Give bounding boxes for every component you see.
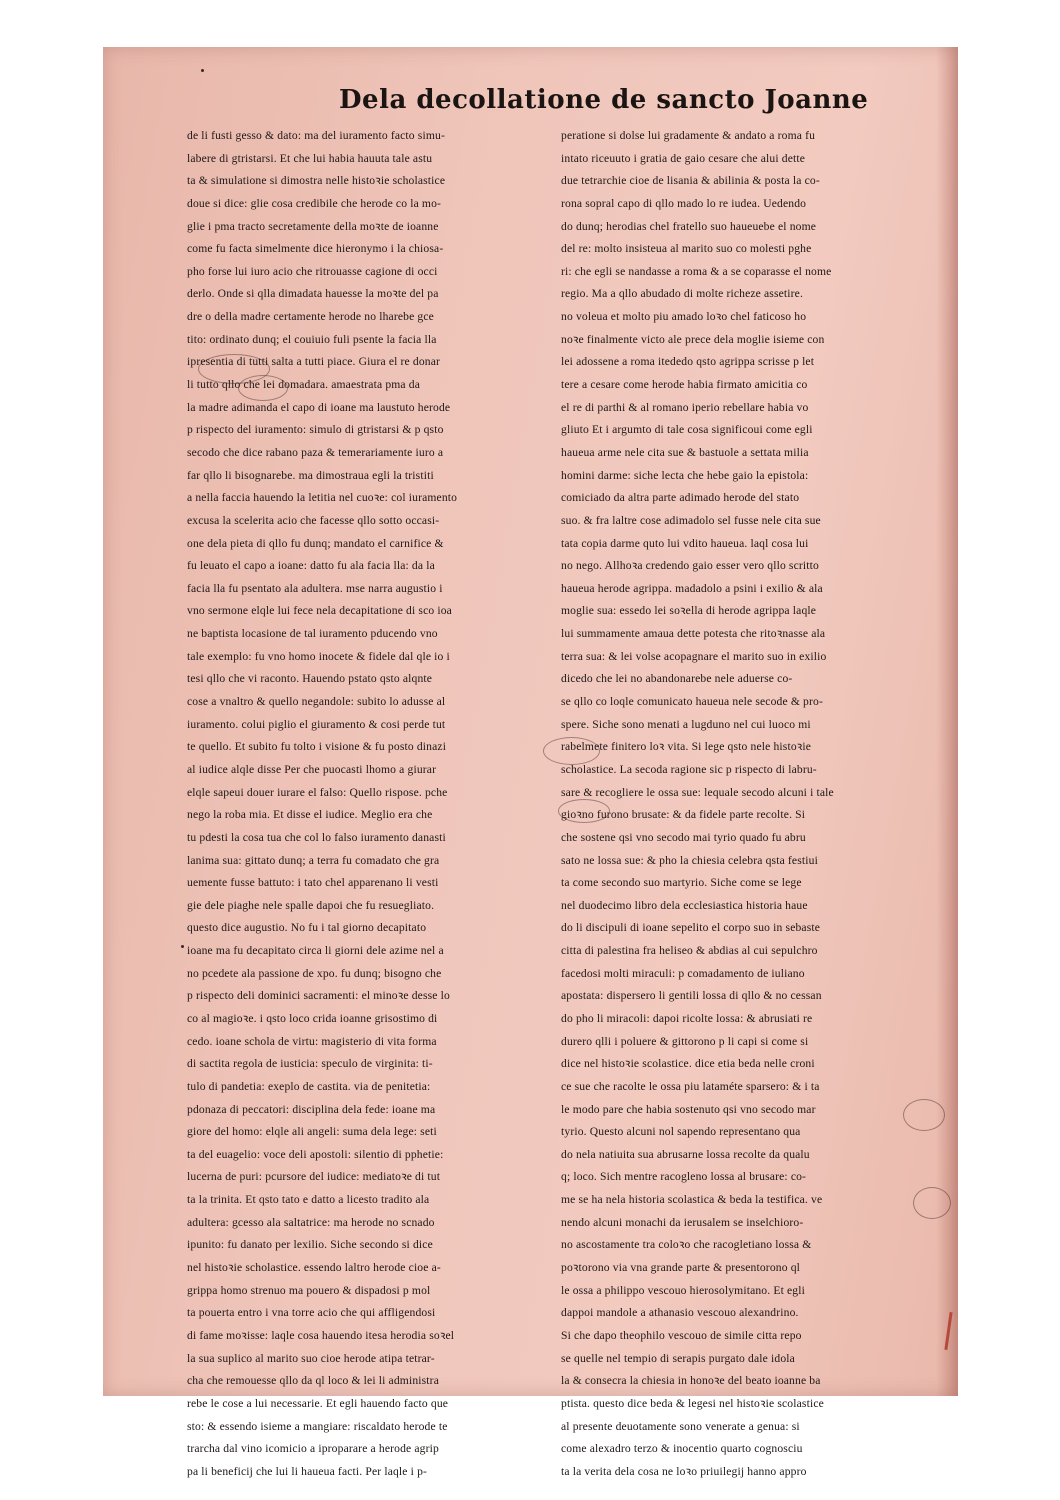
text-line: le modo pare che habia sostenuto qsi vno secodo mar	[561, 1102, 816, 1116]
text-line: al presente deuotamente sono venerate a genua: si	[561, 1419, 800, 1433]
text-line: facia lla fu psentato ala adultera. mse narra augustio i	[187, 581, 443, 595]
text-line: derlo. Onde si qlla dimadata hauesse la moꝛte del pa	[187, 287, 439, 301]
text-line: facedosi molti miraculi: p comadamento de iuliano	[561, 966, 805, 980]
text-line: ipunito: fu danato per lexilio. Siche secondo si dice	[187, 1238, 433, 1252]
text-line: p rispecto del iuramento: simulo di gtristarsi & p qsto	[187, 423, 444, 437]
text-line: do nela natiuita sua abrusarne lossa recolte da qualu	[561, 1147, 810, 1161]
text-line: uemente fusse battuto: i tato chel apparenano li vesti	[187, 876, 439, 890]
text-line: labere di gtristarsi. Et che lui habia hauuta tale astu	[187, 151, 433, 165]
text-line: sto: & essendo isieme a mangiare: riscaldato herode te	[187, 1419, 448, 1433]
text-line: ta pouerta entro i vna torre acio che qui affligendosi	[187, 1306, 436, 1320]
text-line: nel histoꝛie scholastice. essendo laltro herode cioe a-	[187, 1261, 441, 1275]
text-line: moglie sua: essedo lei soꝛella di herode agrippa laqle	[561, 604, 817, 618]
text-line: do li discipuli di ioane sepelito el corpo suo in sebaste	[561, 921, 821, 935]
text-line: vno sermone elqle lui fece nela decapitatione di sco ioa	[187, 604, 452, 618]
page-edge-shadow	[936, 47, 958, 1396]
text-line: cose a vnaltro & quello negandole: subito lo adusse al	[187, 695, 446, 709]
text-line: durero qlli i poluere & gittorono p li capi si come si	[561, 1034, 809, 1048]
text-line: de li fusti gesso & dato: ma del iuramento facto simu-	[187, 129, 445, 142]
text-line: tito: ordinato dunq; el couiuio fuli psente la facia lla	[187, 332, 437, 346]
text-line: gioꝛno furono brusate: & da fidele parte recolte. Si	[561, 808, 806, 822]
text-line: lei adossene a roma itededo qsto agrippa scrisse p let	[561, 355, 815, 369]
text-line: no pcedete ala passione de xpo. fu dunq; bisogno che	[187, 966, 442, 980]
text-line: le ossa a philippo vescouo hierosolymitano. Et egli	[561, 1283, 805, 1297]
text-line: gliuto Et i argumto di tale cosa significoui come egli	[561, 423, 813, 437]
text-line: comiciado da altra parte adimado herode del stato	[561, 491, 800, 505]
text-line: co al magioꝛe. i qsto loco crida ioanne grisostimo di	[187, 1011, 438, 1025]
book-page	[103, 47, 958, 1478]
text-line: ne baptista locasione de tal iuramento pducendo vno	[187, 627, 438, 641]
text-line: cedo. ioane schola de virtu: magisterio di vita forma	[187, 1034, 437, 1048]
text-line: peratione si dolse lui gradamente & andato a roma fu	[561, 129, 816, 142]
text-line: che sostene qsi vno secodo mai tyrio quado fu abru	[561, 830, 806, 844]
text-line: la madre adimanda el capo di ioane ma laustuto herode	[187, 400, 451, 414]
text-line: tyrio. Questo alcuni nol sapendo representano qua	[561, 1125, 801, 1139]
text-line: Si che dapo theophilo vescouo de simile citta repo	[561, 1328, 802, 1342]
text-line: lui summamente amaua dette potesta che ritoꝛnasse ala	[561, 627, 826, 641]
text-line: no voleua et molto piu amado loꝛo chel faticoso ho	[561, 310, 807, 324]
text-line: tere a cesare come herode habia firmato amicitia co	[561, 378, 808, 392]
text-line: intato riceuuto i gratia de gaio cesare che alui dette	[561, 151, 806, 165]
text-line: doue si dice: glie cosa credibile che herode co la mo-	[187, 196, 442, 210]
text-line: apostata: dispersero li gentili lossa di qllo & no cessan	[561, 989, 822, 1003]
text-line: do dunq; herodias chel fratello suo haueuebe el nome	[561, 219, 817, 233]
text-line: ce sue che racolte le ossa piu lataméte sparsero: & i ta	[561, 1079, 820, 1093]
text-line: tu pdesti la cosa tua che col lo falso iuramento danasti	[187, 830, 446, 844]
text-line: se qllo co loqle comunicato haueua nele secode & pro-	[561, 695, 823, 709]
text-line: cha che remouesse qllo da ql loco & lei li administra	[187, 1374, 439, 1388]
text-line: q; loco. Sich mentre racogleno lossa al brusare: co-	[561, 1170, 807, 1184]
text-line: sare & recogliere le ossa sue: lequale secodo alcuni i tale	[561, 785, 834, 799]
text-line: ipresentia di tutti salta a tutti piace. Giura el re donar	[187, 355, 441, 369]
text-line: a nella faccia hauendo la letitia nel cuoꝛe: col iuramento	[187, 491, 458, 505]
text-line: iuramento. colui piglio el giuramento & cosi perde tut	[187, 717, 446, 731]
text-line: poꝛtorono via vna grande parte & presentorono ql	[561, 1261, 801, 1275]
text-line: dicedo che lei no abandonarebe nele aduerse co-	[561, 672, 793, 686]
text-line: gie dele piaghe nele spalle dapoi che fu resuegliato.	[187, 898, 435, 912]
text-line: pdonaza di peccatori: disciplina dela fede: ioane ma	[187, 1102, 436, 1116]
text-line: tale exemplo: fu vno homo inocete & fidele dal qle io i	[187, 649, 450, 663]
text-line: due tetrarchie cioe de lisania & abilinia & posta la co-	[561, 174, 820, 188]
text-line: haueua arme nele cita sue & bastuole a settata milia	[561, 445, 809, 459]
text-line: p rispecto deli dominici sacramenti: el minoꝛe desse lo	[187, 989, 450, 1003]
text-line: dre o della madre certamente herode no lharebe gce	[187, 310, 434, 324]
text-line: glie i pma tracto secretamente della moꝛte de ioanne	[187, 219, 439, 233]
text-line: spere. Siche sono menati a lugduno nel cui luoco mi	[561, 717, 811, 731]
text-line: far qllo li bisognarebe. ma dimostraua egli la tristiti	[187, 468, 434, 482]
margin-dot	[181, 945, 184, 948]
text-line: noꝛe finalmente victo ale prece dela moglie isieme con	[561, 332, 825, 346]
text-line: di fame moꝛisse: laqle cosa hauendo itesa herodia soꝛel	[187, 1328, 455, 1342]
text-line: haueua herode agrippa. madadolo a psini i exilio & ala	[561, 581, 823, 595]
text-line: ptista. questo dice beda & legesi nel histoꝛie scolastice	[561, 1396, 824, 1410]
text-line: fu leuato el capo a ioane: datto fu ala facia lla: da la	[187, 559, 435, 573]
text-line: ri: che egli se nandasse a roma & a se coparasse el nome	[561, 264, 832, 278]
text-line: li tutto qllo che lei domadara. amaestrata pma da	[187, 378, 421, 392]
text-line: suo. & fra laltre cose adimadolo sel fusse nele cita sue	[561, 513, 821, 527]
text-line: do pho li miracoli: dapoi ricolte lossa: & abrusiati re	[561, 1011, 813, 1025]
text-line: lucerna de puri: pcursore del iudice: mediatoꝛe di tut	[187, 1170, 441, 1184]
margin-dot	[201, 69, 204, 72]
text-line: no nego. Allhoꝛa credendo gaio esser vero qllo scritto	[561, 559, 819, 573]
text-line: tulo di pandetia: exeplo de castita. via de penitetia:	[187, 1079, 431, 1093]
text-line: regio. Ma a qllo abudado di molte richeze assetire.	[561, 287, 804, 301]
text-line: excusa la scelerita acio che facesse qllo sotto occasi-	[187, 513, 440, 527]
text-line: homini darme: siche lecta che hebe gaio la epistola:	[561, 468, 809, 482]
text-line: nel duodecimo libro dela ecclesiastica historia haue	[561, 898, 808, 912]
text-line: come alexadro terzo & inocentio quarto cognosciu	[561, 1442, 803, 1456]
left-column	[187, 125, 547, 1483]
text-line: dappoi mandole a athanasio vescouo alexandrino.	[561, 1306, 799, 1320]
text-line: pho forse lui iuro acio che ritrouasse cagione di occi	[187, 264, 438, 278]
text-line: la & consecra la chiesia in honoꝛe del beato ioanne ba	[561, 1374, 821, 1388]
text-line: one dela pieta di qllo fu dunq; mandato el carnifice &	[187, 536, 444, 550]
text-line: se quelle nel tempio di serapis purgato dale idola	[561, 1351, 795, 1365]
text-line: rebe le cose a lui necessarie. Et egli hauendo facto que	[187, 1396, 449, 1410]
text-line: scholastice. La secoda ragione sic p rispecto di labru-	[561, 762, 817, 776]
text-line: rona sopral capo di qllo mado lo re iudea. Uedendo	[561, 196, 807, 210]
right-column	[561, 125, 921, 1483]
text-line: ta del euagelio: voce deli apostoli: silentio di pphetie:	[187, 1147, 444, 1161]
text-line: terra sua: & lei volse acopagnare el marito suo in exilio	[561, 649, 827, 663]
text-line: no ascostamente tra coloꝛo che racogletiano lossa &	[561, 1238, 812, 1252]
text-line: grippa homo strenuo ma pouero & dispadosi p mol	[187, 1283, 431, 1297]
text-line: ta la trinita. Et qsto tato e datto a licesto tradito ala	[187, 1193, 430, 1207]
text-line: me se ha nela historia scolastica & beda la testifica. ve	[561, 1193, 823, 1207]
text-line: secodo che dice rabano paza & temerariamente iuro a	[187, 445, 444, 459]
text-line: elqle sapeui douer iurare el falso: Quello rispose. pche	[187, 785, 448, 799]
text-line: tesi qllo che vi raconto. Hauendo pstato qsto alqnte	[187, 672, 433, 686]
text-line: al iudice alqle disse Per che puocasti lhomo a giurar	[187, 762, 437, 776]
text-line: giore del homo: elqle ali angeli: suma dela lege: seti	[187, 1125, 437, 1139]
text-line: sato ne lossa sue: & pho la chiesia celebra qsta festiui	[561, 853, 818, 867]
text-line: la sua suplico al marito suo cioe herode atipa tetrar-	[187, 1351, 435, 1365]
text-line: nego la roba mia. Et disse el iudice. Meglio era che	[187, 808, 433, 822]
page-heading: Dela decollatione de sancto Joanne	[339, 85, 869, 115]
text-line: lanima sua: gittato dunq; a terra fu comadato che gra	[187, 853, 440, 867]
text-line: questo dice augustio. No fu i tal giorno decapitato	[187, 921, 427, 935]
text-line: tata copia darme quto lui vdito haueua. laql cosa lui	[561, 536, 809, 550]
text-line: te quello. Et subito fu tolto i visione & fu posto dinazi	[187, 740, 447, 754]
text-line: ioane ma fu decapitato circa li giorni dele azime nel a	[187, 944, 444, 958]
text-line: ta & simulatione si dimostra nelle histoꝛie scholastice	[187, 174, 446, 188]
text-line: ta la verita dela cosa ne loꝛo priuilegij hanno appro	[561, 1464, 807, 1478]
text-line: ta come secondo suo martyrio. Siche come se lege	[561, 876, 802, 890]
text-line: citta di palestina fra heliseo & abdias al cui sepulchro	[561, 944, 818, 958]
text-line: rabelmete finitero loꝛ vita. Si lege qsto nele histoꝛie	[561, 740, 812, 754]
text-line: el re di parthi & al romano iperio rebellare habia vo	[561, 400, 809, 414]
text-line: trarcha dal vino icomicio a iproparare a herode agrip	[187, 1442, 439, 1456]
text-line: dice nel histoꝛie scolastice. dice etia beda nelle croni	[561, 1057, 815, 1071]
text-line: pa li beneficij che lui li haueua facti. Per laqle i p-	[187, 1464, 428, 1478]
text-line: del re: molto insisteua al marito suo co molesti pghe	[561, 242, 812, 256]
text-line: come fu facta simelmente dice hieronymo i la chiosa-	[187, 242, 444, 256]
text-line: nendo alcuni monachi da ierusalem se inselchioro-	[561, 1215, 804, 1229]
text-line: di sactita regola de iusticia: speculo de virginita: ti-	[187, 1057, 433, 1071]
text-line: adultera: gcesso ala saltatrice: ma herode no scnado	[187, 1215, 435, 1229]
